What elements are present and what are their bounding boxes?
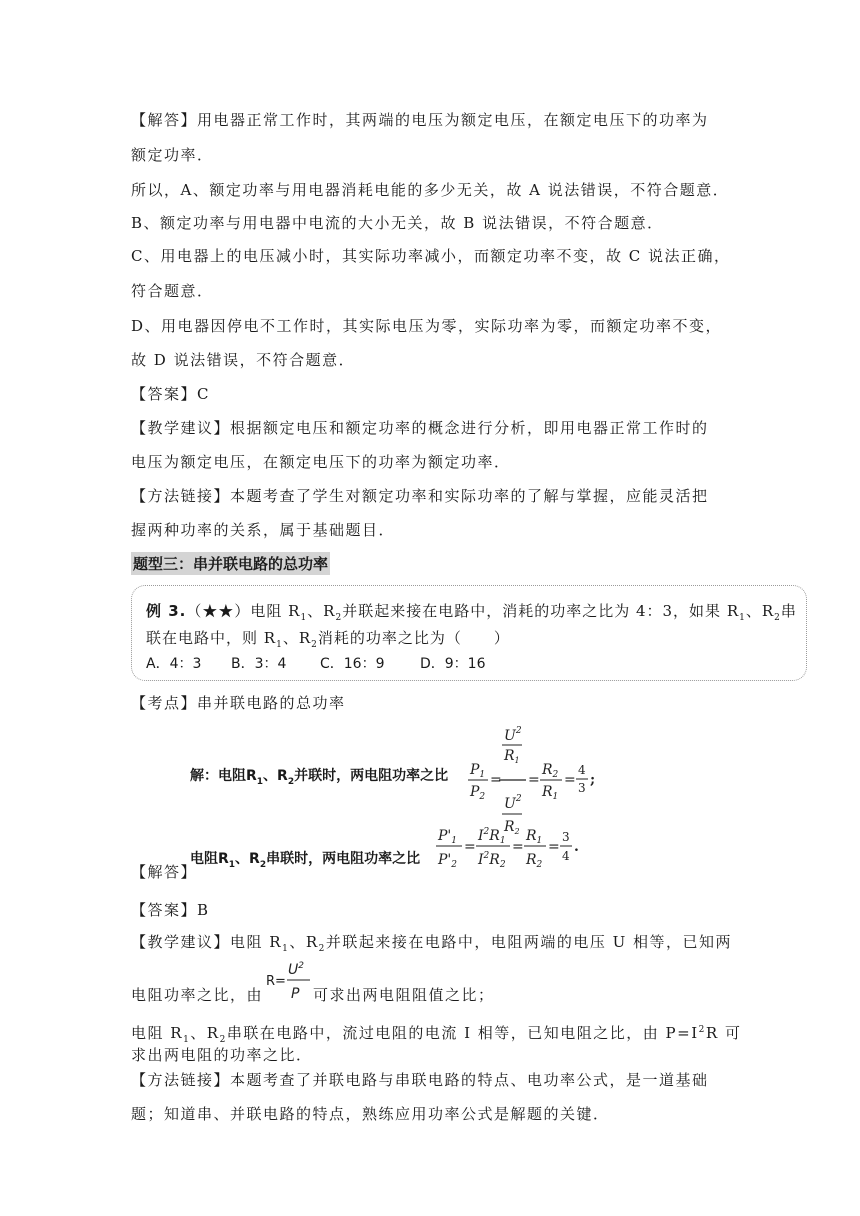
text: 电阻 R (131, 1024, 184, 1042)
example-text: 电阻 R (250, 602, 301, 620)
text: 、R (289, 933, 319, 951)
svg-text:4: 4 (562, 849, 570, 863)
subscript: 1 (282, 944, 290, 954)
text: R 可 (705, 1024, 742, 1042)
example-text: 联在电路中，则 R (146, 629, 277, 647)
svg-text:=: = (548, 839, 560, 855)
subscript: 1 (183, 1035, 191, 1045)
svg-text:;: ; (590, 772, 596, 788)
section-heading: 题型三：串并联电路的总功率 (131, 552, 330, 575)
subscript: 2 (311, 640, 318, 650)
option-c-analysis-1: C、用电器上的电压减小时，其实际功率减小，而额定功率不变，故 C 说法正确， (131, 247, 731, 265)
option-b: B．3：4 (231, 656, 287, 672)
text: 【教学建议】电阻 R (131, 933, 283, 951)
solution-text: 并联时，两电阻功率之比 (294, 768, 449, 784)
method-link-2b: 题；知道串、并联电路的特点，熟练应用功率公式是解题的关键． (131, 1105, 610, 1123)
answer-1: 【答案】C (131, 385, 210, 403)
svg-text:=: = (528, 772, 540, 788)
example-text: 、R (745, 602, 775, 620)
svg-text:P'2: $P'_2$ (438, 852, 458, 870)
subscript: 1 (228, 859, 236, 870)
solution-line-1 (190, 765, 448, 787)
test-point: 【考点】串并联电路的总功率 (131, 694, 346, 712)
svg-text:=: = (464, 839, 476, 855)
solution-text: 电阻R (190, 851, 229, 867)
svg-text:R2: $R_2$ (526, 852, 543, 870)
series-power-ratio-formula (434, 822, 594, 872)
example-text: 、R (307, 602, 336, 620)
option-d-analysis-2: 故 D 说法错误，不符合题意． (131, 351, 356, 369)
teaching-advice-2a (131, 932, 732, 959)
svg-text:4: 4 (578, 763, 586, 777)
example-text: 串 (780, 602, 797, 620)
svg-text:=: = (512, 839, 524, 855)
resistance-formula (266, 956, 316, 1006)
svg-text:P1: $P_1$ (470, 762, 486, 780)
subscript: 1 (256, 776, 264, 787)
option-d: D．9：16 (420, 656, 486, 672)
example-line-2 (146, 627, 510, 650)
svg-text:U2: $U^2$ (288, 961, 304, 978)
example-stars: （★★） (186, 602, 251, 620)
subscript: 2 (259, 859, 267, 870)
option-b-analysis: B、额定功率与用电器中电流的大小无关，故 B 说法错误，不符合题意． (131, 214, 664, 232)
option-d-analysis-1: D、用电器因停电不工作时，其实际电压为零，实际功率为零，而额定功率不变， (131, 317, 723, 335)
teaching-advice-2b-cont: 可求出两电阻阻值之比； (313, 986, 495, 1004)
option-a: A．4：3 (146, 656, 202, 672)
subscript: 1 (276, 640, 283, 650)
option-c: C．16：9 (320, 656, 385, 672)
example-text: 、R (282, 629, 312, 647)
example-text: 并联起来接在电路中，消耗的功率之比为 4：3，如果 R (342, 602, 740, 620)
svg-text:3: 3 (578, 781, 586, 795)
svg-text:I2R1: $I^2R_1$ (478, 827, 506, 846)
svg-text:P'1: $P'_1$ (438, 828, 458, 846)
svg-text:=: = (490, 772, 502, 788)
option-a-analysis: 所以，A、额定功率与用电器消耗电能的多少无关，故 A 说法错误，不符合题意． (131, 181, 730, 199)
example-text: 消耗的功率之比为（ ） (317, 629, 510, 647)
answer-explanation-line-1: 【解答】用电器正常工作时，其两端的电压为额定电压，在额定电压下的功率为 (131, 111, 709, 129)
svg-text:R1: $R_1$ (504, 748, 520, 765)
text: 串联在电路中，流过电阻的电流 I 相等，已知电阻之比，由 P=I (226, 1024, 699, 1042)
svg-text:U2: $U^2$ (504, 794, 522, 812)
svg-text:I2R2: $I^2R_2$ (478, 851, 506, 870)
solution-text: 、R (263, 768, 288, 784)
svg-text:3: 3 (562, 830, 570, 844)
solution-label: 【解答】 (131, 863, 198, 881)
option-c-analysis-2: 符合题意． (131, 282, 214, 300)
text: 并联起来接在电路中，电阻两端的电压 U 相等，已知两 (325, 933, 733, 951)
method-link-1a: 【方法链接】本题考查了学生对额定功率和实际功率的了解与掌握，应能灵活把 (131, 487, 709, 505)
superscript: 2 (698, 1025, 706, 1035)
subscript: 2 (287, 776, 295, 787)
subscript: 2 (335, 613, 343, 623)
svg-text:R2: $R_2$ (504, 819, 520, 836)
svg-text:P2: $P_2$ (470, 784, 486, 802)
subscript: 2 (219, 1035, 227, 1045)
svg-text:=: = (564, 772, 576, 788)
answer-2: 【答案】B (131, 901, 210, 919)
teaching-advice-2b: 电阻功率之比，由 (131, 986, 264, 1004)
solution-text: 、R (235, 851, 260, 867)
svg-text:R1: $R_1$ (526, 828, 543, 846)
method-link-1b: 握两种功率的关系，属于基础题目． (131, 521, 396, 539)
answer-explanation-line-2: 额定功率． (131, 146, 214, 164)
svg-text:U2: $U^2$ (504, 726, 522, 744)
subscript: 2 (318, 944, 326, 954)
example-line-1 (146, 600, 797, 623)
teaching-advice-1a: 【教学建议】根据额定电压和额定功率的概念进行分析，即用电器正常工作时的 (131, 419, 709, 437)
teaching-advice-2d: 求出两电阻的功率之比． (131, 1046, 313, 1064)
svg-text:R=: R= (266, 974, 286, 989)
svg-text:.: . (574, 839, 579, 855)
teaching-advice-1b: 电压为额定电压，在额定电压下的功率为额定功率． (131, 453, 511, 471)
solution-text: 串联时，两电阻功率之比 (266, 851, 421, 867)
subscript: 1 (300, 613, 308, 623)
svg-text:R2: $R_2$ (542, 762, 559, 780)
text: 、R (190, 1024, 220, 1042)
method-link-2a: 【方法链接】本题考查了并联电路与串联电路的特点、电功率公式，是一道基础 (131, 1071, 709, 1089)
subscript: 1 (739, 613, 746, 623)
svg-text:R1: $R_1$ (542, 784, 559, 802)
solution-text: 解：电阻R (190, 768, 257, 784)
svg-text:P: P (291, 986, 300, 1002)
subscript: 2 (774, 613, 781, 623)
example-label: 例 3. (146, 602, 187, 620)
solution-line-2 (190, 848, 420, 870)
